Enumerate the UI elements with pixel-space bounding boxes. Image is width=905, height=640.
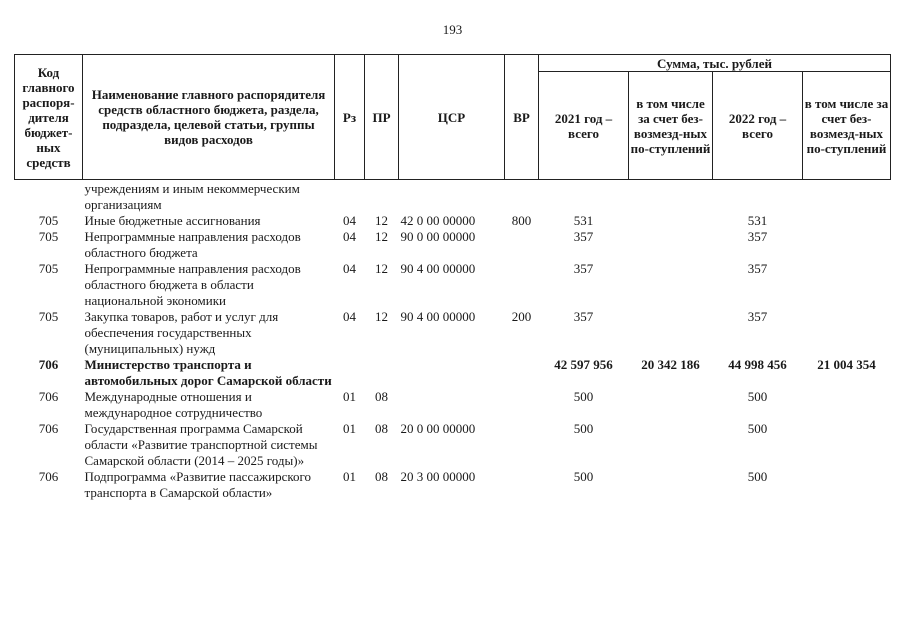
- cell-csr: 90 4 00 00000: [400, 309, 476, 324]
- header-2022-free: в том числе за счет без-возмезд-ных по-ступлений: [803, 72, 891, 180]
- cell-csr: [399, 357, 505, 389]
- cell-sum-2022: 500: [747, 389, 768, 404]
- cell-rz: 01: [343, 421, 356, 436]
- table-row: [15, 213, 891, 229]
- cell-vr: [505, 180, 539, 214]
- cell-name: Государственная программа Самарской области «Развитие транспортной системы Самарской области (2014 – 2025 годы)»: [84, 421, 318, 468]
- cell-sum-2022: 357: [747, 261, 768, 276]
- cell-csr: [399, 389, 505, 421]
- header-pr: ПР: [365, 55, 399, 180]
- cell-rz: 04: [343, 261, 356, 276]
- cell-rz: 04: [343, 309, 356, 324]
- cell-free-2021: [629, 389, 713, 421]
- cell-pr: 12: [375, 261, 388, 276]
- header-sum-group: Сумма, тыс. рублей: [539, 55, 891, 72]
- cell-pr: [365, 180, 399, 214]
- cell-code: [15, 180, 83, 214]
- cell-csr: 90 0 00 00000: [400, 229, 476, 244]
- cell-code: 705: [38, 309, 59, 324]
- cell-free-2021: [629, 469, 713, 501]
- cell-sum-2021: 500: [573, 389, 594, 404]
- cell-free-2022: [803, 213, 891, 229]
- cell-free-2022: [803, 229, 891, 261]
- header-csr: ЦСР: [399, 55, 505, 180]
- header-code: Код главного распоря-дителя бюджет-ных средств: [15, 55, 83, 180]
- cell-vr: [505, 469, 539, 501]
- cell-sum-2022: 357: [747, 309, 768, 324]
- cell-vr: [505, 357, 539, 389]
- table-row: [15, 421, 891, 469]
- cell-pr: 12: [375, 229, 388, 244]
- header-2021-free: в том числе за счет без-возмезд-ных по-ступлений: [629, 72, 713, 180]
- cell-name: Непрограммные направления расходов областного бюджета в области национальной экономики: [84, 261, 301, 308]
- table-row: [15, 469, 891, 501]
- cell-sum-2021: 357: [573, 309, 594, 324]
- header-rz: Рз: [335, 55, 365, 180]
- budget-table: [14, 54, 891, 501]
- cell-free-2021: [629, 261, 713, 309]
- cell-free-2021: [629, 309, 713, 357]
- cell-sum-2022: 44 998 456: [728, 357, 787, 372]
- cell-name: Закупка товаров, работ и услуг для обеспечения государственных (муниципальных) нужд: [84, 309, 279, 356]
- cell-name: Подпрограмма «Развитие пассажирского транспорта в Самарской области»: [84, 469, 312, 500]
- table-row: [15, 229, 891, 261]
- cell-free-2021: [629, 213, 713, 229]
- cell-rz: [335, 357, 365, 389]
- cell-free-2022: [803, 421, 891, 469]
- cell-name: Непрограммные направления расходов областного бюджета: [84, 229, 301, 260]
- cell-sum-2021: 531: [573, 213, 594, 228]
- cell-pr: 12: [375, 213, 388, 228]
- cell-sum-2022: 531: [747, 213, 768, 228]
- table-row: [15, 357, 891, 389]
- cell-free-2022: 21 004 354: [817, 357, 876, 372]
- header-name: Наименование главного распорядителя средств областного бюджета, раздела, подраздела, целевой статьи, группы видов расходов: [83, 55, 335, 180]
- cell-free-2022: [803, 261, 891, 309]
- cell-code: 706: [38, 357, 59, 372]
- table-row: [15, 389, 891, 421]
- cell-vr: [505, 421, 539, 469]
- cell-pr: [365, 357, 399, 389]
- cell-sum-2021: 357: [573, 261, 594, 276]
- cell-pr: 12: [375, 309, 388, 324]
- cell-csr: 20 3 00 00000: [400, 469, 476, 484]
- cell-pr: 08: [375, 421, 388, 436]
- cell-rz: 01: [343, 389, 356, 404]
- cell-rz: 01: [343, 469, 356, 484]
- cell-vr: [505, 229, 539, 261]
- page-number: 193: [442, 22, 463, 37]
- cell-vr: 200: [511, 309, 532, 324]
- header-2021-total: 2021 год – всего: [539, 72, 629, 180]
- cell-rz: 04: [343, 229, 356, 244]
- cell-code: 706: [38, 389, 59, 404]
- cell-code: 705: [38, 213, 59, 228]
- cell-free-2021: 20 342 186: [641, 357, 700, 372]
- cell-sum-2021: 357: [573, 229, 594, 244]
- cell-code: 706: [38, 469, 59, 484]
- header-2022-total: 2022 год – всего: [713, 72, 803, 180]
- cell-csr: [399, 180, 505, 214]
- cell-name: Министерство транспорта и автомобильных дорог Самарской области: [84, 357, 332, 388]
- table-row: [15, 261, 891, 309]
- cell-sum-2022: 500: [747, 421, 768, 436]
- cell-name: учреждениям и иным некоммерческим организациям: [84, 181, 300, 212]
- cell-csr: 90 4 00 00000: [400, 261, 476, 276]
- cell-sum-2021: 500: [573, 421, 594, 436]
- cell-sum-2022: 357: [747, 229, 768, 244]
- cell-vr: 800: [511, 213, 532, 228]
- cell-vr: [505, 389, 539, 421]
- cell-code: 706: [38, 421, 59, 436]
- cell-code: 705: [38, 261, 59, 276]
- cell-free-2022: [803, 389, 891, 421]
- cell-free-2021: [629, 180, 713, 214]
- cell-vr: [505, 261, 539, 309]
- cell-csr: 20 0 00 00000: [400, 421, 476, 436]
- cell-free-2022: [803, 180, 891, 214]
- cell-pr: 08: [375, 469, 388, 484]
- header-vr: ВР: [505, 55, 539, 180]
- cell-free-2022: [803, 469, 891, 501]
- cell-sum-2022: [713, 180, 803, 214]
- cell-free-2021: [629, 229, 713, 261]
- cell-rz: [335, 180, 365, 214]
- cell-name: Иные бюджетные ассигнования: [84, 213, 261, 228]
- cell-sum-2021: 42 597 956: [554, 357, 613, 372]
- cell-sum-2021: 500: [573, 469, 594, 484]
- cell-pr: 08: [375, 389, 388, 404]
- cell-free-2021: [629, 421, 713, 469]
- cell-sum-2021: [539, 180, 629, 214]
- table-row: [15, 309, 891, 357]
- cell-rz: 04: [343, 213, 356, 228]
- table-row: [15, 180, 891, 214]
- cell-csr: 42 0 00 00000: [400, 213, 476, 228]
- cell-sum-2022: 500: [747, 469, 768, 484]
- cell-name: Международные отношения и международное сотрудничество: [84, 389, 263, 420]
- cell-code: 705: [38, 229, 59, 244]
- cell-free-2022: [803, 309, 891, 357]
